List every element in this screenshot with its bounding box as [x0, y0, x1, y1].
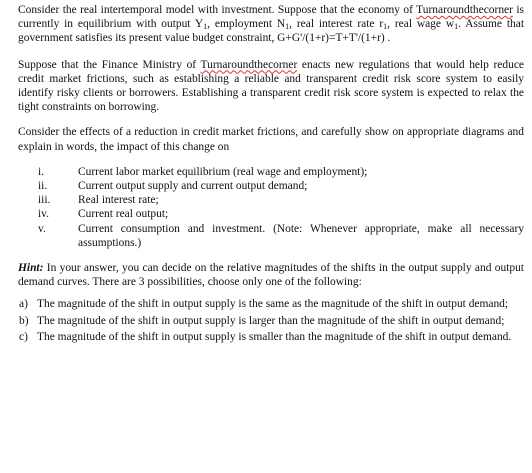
list-number: b): [19, 314, 29, 327]
question-paragraph: Consider the effects of a reduction in credit market frictions, and carefully show on appropriate diagrams and explain in words, the impact of this change on: [18, 126, 524, 153]
p2-text-1: Suppose that the Finance Ministry of: [18, 58, 201, 71]
list-item: [18, 165, 524, 179]
hint-label: Hint:: [18, 262, 44, 275]
list-item: [18, 314, 524, 328]
list-text: The magnitude of the shift in output supply is the same as the magnitude of the shift in output demand;: [37, 298, 509, 311]
p1-text-6: . Assume that government satisfies its present value budget constraint, G+G'/(1+r)=T+T'/(1+r) .: [18, 18, 524, 45]
roman-numeral-list: [18, 165, 524, 250]
list-number: ii.: [38, 180, 48, 193]
list-item: [18, 207, 524, 221]
p1-text-3: , employment N: [207, 18, 286, 31]
list-text: The magnitude of the shift in output supply is smaller than the magnitude of the shift in output demand.: [37, 330, 512, 343]
list-number: v.: [38, 222, 46, 235]
hint-paragraph: [18, 261, 524, 289]
alpha-option-list: [18, 297, 524, 344]
list-number: c): [19, 330, 28, 343]
list-item: [18, 222, 524, 250]
list-item: [18, 179, 524, 193]
p1-text-4: , real interest rate r: [289, 18, 384, 31]
p2-text-2: enacts new regulations that would help reduce credit market frictions, such as establishing a reliable and transparent credit risk score system to easily identify risky clients or borrowers. Establishing a transparent credit risk score system is expected to relax the tight constraints on borrowing.: [18, 58, 524, 114]
list-text: Real interest rate;: [78, 194, 159, 207]
wage-subscript: 1: [454, 22, 459, 32]
country-name-misspelled: Turnaroundthecorner: [416, 4, 513, 16]
interest-subscript: 1: [383, 22, 388, 32]
list-text: The magnitude of the shift in output supply is larger than the magnitude of the shift in output demand;: [37, 314, 505, 327]
list-number: i.: [38, 165, 45, 178]
list-text: Current output supply and current output demand;: [78, 180, 308, 193]
p1-text-1: Consider the real intertemporal model with investment. Suppose that the economy of: [18, 4, 417, 16]
list-text: Current labor market equilibrium (real wage and employment);: [78, 165, 368, 178]
list-number: iv.: [38, 208, 50, 221]
p1-text-2: is currently in equilibrium with output Y: [18, 4, 524, 31]
employment-subscript: 1: [285, 22, 290, 32]
p1-text-5: , real wage w: [387, 18, 455, 31]
hint-text: In your answer, you can decide on the relative magnitudes of the shifts in the output supply and output demand curves. There are 3 possibilities, choose only one of the following:: [18, 262, 524, 289]
list-text: Current real output;: [78, 208, 169, 221]
list-number: iii.: [38, 194, 51, 207]
list-item: [18, 297, 524, 311]
list-number: a): [19, 298, 28, 311]
list-text: Current consumption and investment. (Note: Whenever appropriate, make all necessary assumptions.): [78, 222, 524, 249]
list-item: [18, 330, 524, 344]
policy-paragraph: [18, 58, 524, 115]
list-item: [18, 193, 524, 207]
model-description-paragraph: [18, 3, 524, 46]
country-name-misspelled-2: Turnaroundthecorner: [200, 58, 298, 71]
output-subscript: 1: [203, 22, 208, 32]
